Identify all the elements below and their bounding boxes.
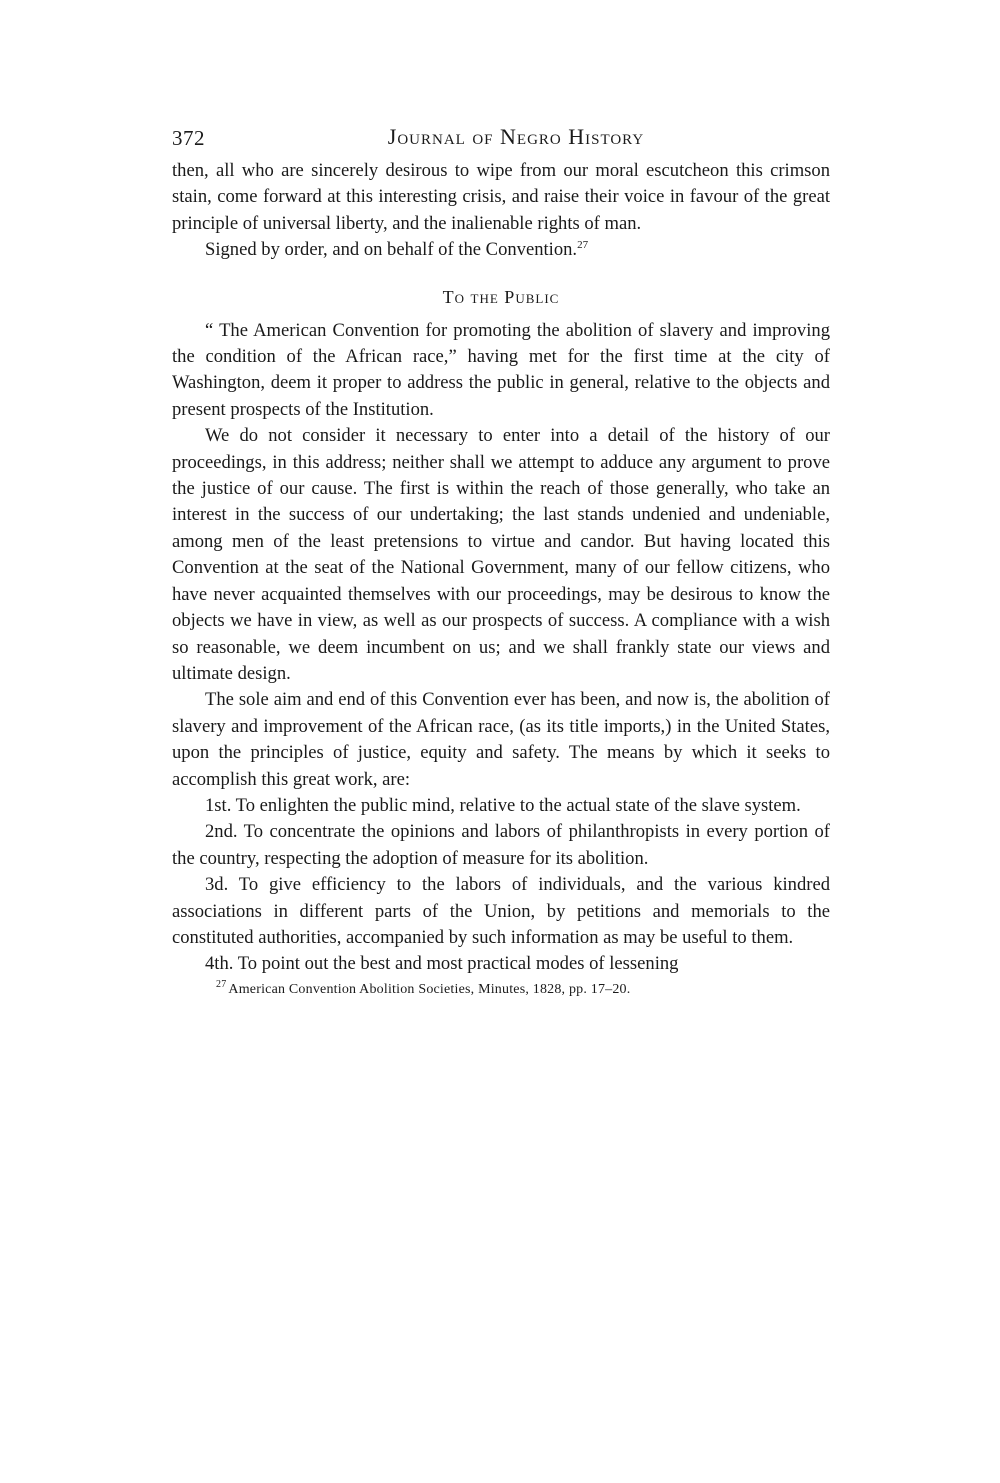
paragraph-proceedings: We do not consider it necessary to enter into a detail of the history of our proceedings, in this address; neither shall we attempt to adduce any argument to prove the justice of our cause. The first is within the reach of those generally, who take an interest in the success of our undertaking; the last stands undenied and undeniable, among men of the least pretensions to virtue and candor. But having located this Convention at the seat of the National Government, many of our fellow citizens, who have never acquainted themselves with our proceedings, may be desirous to know the objects we have in view, as well as our prospects of success. A compliance with a wish so reasonable, we deem incumbent on us; and we shall frankly state our views and ultimate design. bbox=[172, 425, 830, 684]
paragraph-signature bbox=[172, 237, 830, 263]
journal-title: Journal of Negro History bbox=[387, 124, 645, 149]
list-item-first: 1st. To enlighten the public mind, relative to the actual state of the slave system. bbox=[205, 794, 801, 816]
running-head bbox=[172, 118, 830, 158]
list-item-second: 2nd. To concentrate the opinions and labors of philanthropists in every portion of the country, respecting the adoption of measure for its abolition. bbox=[172, 821, 830, 869]
body-text bbox=[172, 158, 830, 978]
page-number: 372 bbox=[172, 126, 205, 150]
paragraph-closing-appeal: then, all who are sincerely desirous to wipe from our moral escutcheon this crimson stain, come forward at this interesting crisis, and raise their voice in favour of the great principle of universal liberty, and the inalienable rights of man. bbox=[172, 160, 830, 234]
journal-page bbox=[172, 118, 830, 999]
footnote-number: 27 bbox=[216, 979, 227, 991]
footnote bbox=[172, 981, 830, 999]
paragraph-introduction: “ The American Convention for promoting the abolition of slavery and improving the condition of the African race,” having met for the first time at the city of Washington, deem it proper to address the public in general, relative to the objects and present prospects of the Institution. bbox=[172, 319, 830, 420]
signature-text: Signed by order, and on behalf of the Convention. bbox=[205, 239, 578, 261]
list-item-fourth: 4th. To point out the best and most practical modes of lessening bbox=[205, 953, 679, 975]
list-item-third: 3d. To give efficiency to the labors of individuals, and the various kindred associations in different parts of the Union, by petitions and memorials to the constituted authorities, accompanied by such information as may be useful to them. bbox=[172, 874, 830, 948]
section-heading: To the Public bbox=[442, 286, 560, 307]
footnote-reference: 27 bbox=[577, 239, 589, 252]
footnote-text: American Convention Abolition Societies, Minutes, 1828, pp. 17–20. bbox=[228, 981, 631, 997]
paragraph-aims: The sole aim and end of this Convention ever has been, and now is, the abolition of slavery and improvement of the African race, (as its title imports,) in the United States, upon the principles of justice, equity and safety. The means by which it seeks to accomplish this great work, are: bbox=[172, 689, 830, 790]
